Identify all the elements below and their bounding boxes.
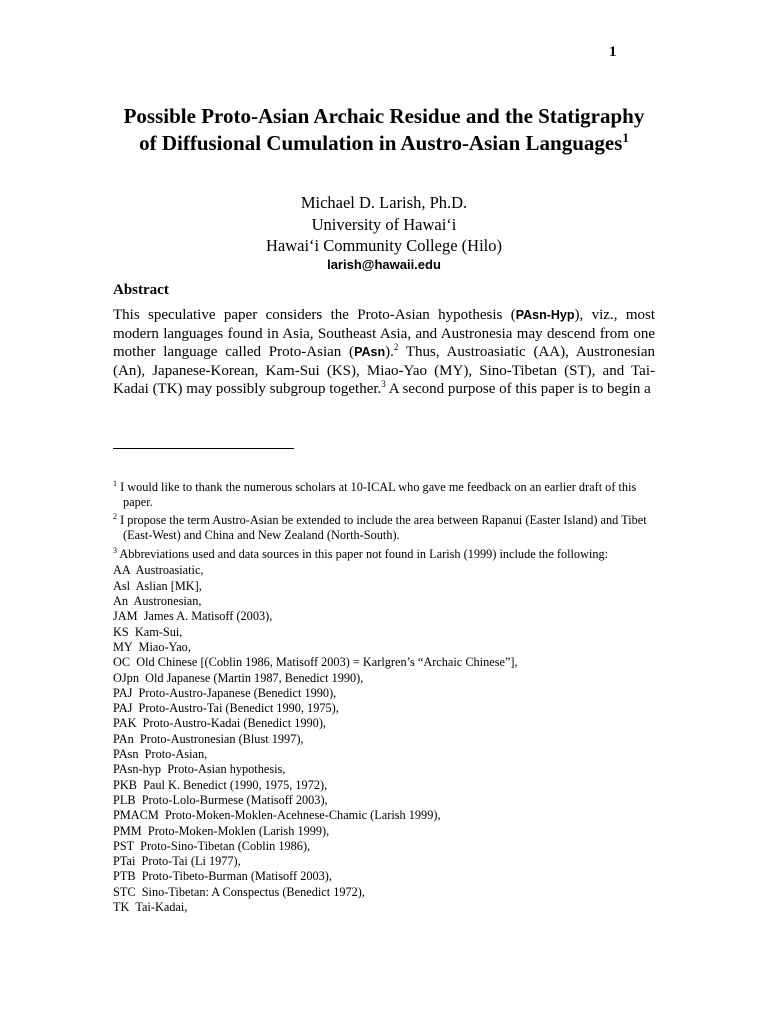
footnote-2	[113, 513, 658, 544]
abbreviation-item: PTai Proto-Tai (Li 1977),	[113, 854, 241, 869]
abstract-text-4: Thus, Austroasiatic (AA), Austronesian (An), Japanese-Korean, Kam-Sui (KS), Miao-Yao (MY), Sino-Tibetan (ST), and Tai-Kadai (TK) may possibly subgroup together.	[113, 344, 655, 397]
abbreviation-item: PMM Proto-Moken-Moklen (Larish 1999),	[113, 823, 330, 838]
abbreviation-item: AA Austroasiatic,	[113, 563, 204, 578]
abstract-paragraph	[113, 306, 655, 399]
footnote-separator	[113, 448, 294, 449]
abbreviation-item: An Austronesian,	[113, 594, 202, 609]
author-affiliation-college: Hawai‘i Community College (Hilo)	[265, 236, 502, 255]
abstract-text-5: A second purpose of this paper is to begin a	[385, 381, 651, 397]
footnote-mark: 1	[113, 478, 117, 488]
abbreviation-list	[113, 563, 658, 915]
abbreviation-item: PAK Proto-Austro-Kadai (Benedict 1990),	[113, 716, 327, 731]
footnote-mark: 2	[113, 511, 117, 521]
abbreviation-item: PAsn-hyp Proto-Asian hypothesis,	[113, 762, 286, 777]
footnote-mark: 3	[113, 546, 117, 556]
abbreviation-item: PAJ Proto-Austro-Tai (Benedict 1990, 1975),	[113, 701, 339, 716]
footnotes	[113, 480, 658, 915]
abbreviation-item: TK Tai-Kadai,	[113, 900, 188, 915]
abstract-footnote-mark-2: 2	[393, 342, 399, 352]
author-email: larish@hawaii.edu	[327, 256, 441, 272]
author-block	[113, 192, 655, 273]
abstract-heading: Abstract	[113, 282, 169, 298]
author-affiliation-university: University of Hawai‘i	[311, 214, 457, 234]
abbreviation-item: Asl Aslian [MK],	[113, 578, 202, 593]
title-footnote-mark: 1	[622, 130, 629, 145]
abbreviation-item: PLB Proto-Lolo-Burmese (Matisoff 2003),	[113, 792, 328, 807]
author-name: Michael D. Larish, Ph.D.	[300, 193, 468, 212]
paper-title	[113, 103, 655, 157]
abbreviation-item: PST Proto-Sino-Tibetan (Coblin 1986),	[113, 838, 311, 853]
abbreviation-item: PTB Proto-Tibeto-Burman (Matisoff 2003),	[113, 869, 332, 884]
footnote-text: I propose the term Austro-Asian be extended to include the area between Rapanui (Easter Island) and Tibet (East-West) and China and New Zealand (North-South).	[117, 512, 647, 542]
abbreviation-item: PMACM Proto-Moken-Moklen-Acehnese-Chamic (Larish 1999),	[113, 808, 441, 823]
footnote-3	[113, 547, 658, 562]
footnote-1	[113, 480, 658, 511]
footnote-text: Abbreviations used and data sources in this paper not found in Larish (1999) include the following:	[117, 547, 609, 562]
abbreviation-item: PAsn Proto-Asian,	[113, 747, 208, 762]
abbreviation-item: JAM James A. Matisoff (2003),	[113, 609, 273, 624]
abbreviation-item: OC Old Chinese [(Coblin 1986, Matisoff 2003) = Karlgren’s “Archaic Chinese”],	[113, 655, 518, 670]
abstract-term-pasn-hyp: PAsn-Hyp	[515, 308, 575, 322]
abbreviation-item: PAJ Proto-Austro-Japanese (Benedict 1990),	[113, 685, 337, 700]
abstract-text-1: This speculative paper considers the Proto-Asian hypothesis (	[113, 307, 516, 323]
abstract-text-3: ).	[385, 344, 394, 360]
abbreviation-item: KS Kam-Sui,	[113, 624, 183, 639]
abbreviation-item: PAn Proto-Austronesian (Blust 1997),	[113, 731, 304, 746]
abstract-term-pasn: PAsn	[354, 345, 386, 359]
footnote-text: I would like to thank the numerous scholars at 10-ICAL who gave me feedback on an earlier draft of this paper.	[117, 480, 637, 510]
page-number: 1	[609, 44, 617, 60]
abstract-footnote-mark-3: 3	[381, 379, 386, 389]
abstract-text-2: ), viz., most modern languages found in Asia, Southeast Asia, and Austronesia may descend from one mother language called Proto-Asian (	[113, 307, 655, 360]
abbreviation-item: OJpn Old Japanese (Martin 1987, Benedict 1990),	[113, 670, 364, 685]
paper-title-text: Possible Proto-Asian Archaic Residue and the Statigraphy of Diffusional Cumulation in Austro-Asian Languages	[123, 104, 645, 155]
abbreviation-item: PKB Paul K. Benedict (1990, 1975, 1972),	[113, 777, 328, 792]
abbreviation-item: STC Sino-Tibetan: A Conspectus (Benedict 1972),	[113, 884, 365, 899]
abbreviation-item: MY Miao-Yao,	[113, 639, 191, 654]
